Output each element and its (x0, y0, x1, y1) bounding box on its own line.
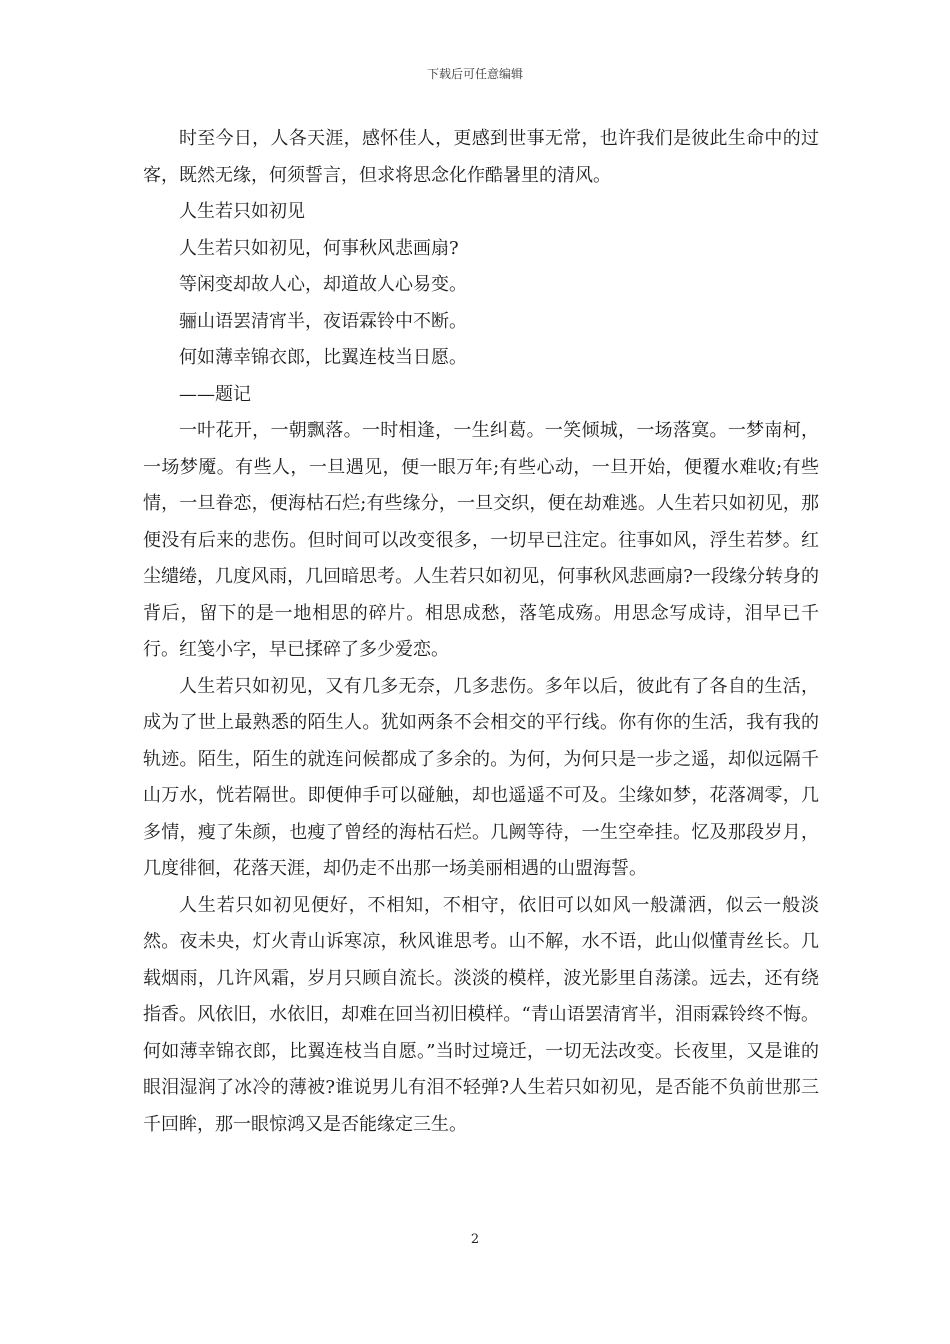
document-body (143, 121, 819, 1143)
paragraph-intro: 时至今日，人各天涯，感怀佳人，更感到世事无常，也许我们是彼此生命中的过客，既然无缘，何须誓言，但求将思念化作酷暑里的清风。 (143, 128, 819, 186)
poem-line-1: 人生若只如初见，何事秋风悲画扇? (179, 237, 459, 259)
poem-line-2: 等闲变却故人心，却道故人心易变。 (179, 274, 467, 295)
page-header: 下载后可任意编辑 (426, 67, 523, 81)
poem-title: 人生若只如初见 (179, 201, 305, 222)
epigraph-label: ——题记 (179, 383, 251, 405)
paragraph-body-2: 人生若只如初见，又有几多无奈，几多悲伤。多年以后，彼此有了各自的生活，成为了世上最熟悉的陌生人。犹如两条不会相交的平行线。你有你的生活，我有我的轨迹。陌生，陌生的就连问候都成了多余的。为何，为何只是一步之遥，却似远隔千山万水，恍若隔世。即便伸手可以碰触，却也遥遥不可及。尘缘如梦，花落凋零，几多情，瘦了朱颜，也瘦了曾经的海枯石烂。几阙等待，一生空牵挂。忆及那段岁月，几度徘徊，花落天涯，却仍走不出那一场美丽相遇的山盟海誓。 (143, 675, 819, 879)
page-number: 2 (470, 1232, 480, 1247)
poem-line-3: 骊山语罢清宵半，夜语霖铃中不断。 (179, 310, 467, 332)
poem-line-4: 何如薄幸锦衣郎，比翼连枝当日愿。 (179, 347, 467, 368)
paragraph-body-3: 人生若只如初见便好，不相知，不相守，依旧可以如风一般潇洒，似云一般淡然。夜未央，灯火青山诉寒凉，秋风谁思考。山不解，水不语，此山似懂青丝长。几载烟雨，几许风霜，岁月只顾自流长。淡淡的模样，波光影里自荡漾。远去，还有绕指香。风依旧，水依旧，却难在回当初旧模样。“青山语罢清宵半，泪雨霖铃终不悔。何如薄幸锦衣郎，比翼连枝当自愿。”当时过境迁，一切无法改变。长夜里，又是谁的眼泪湿润了冰冷的薄被?谁说男儿有泪不轻弹?人生若只如初见，是否能不负前世那三千回眸，那一眼惊鸿又是否能缘定三生。 (143, 894, 819, 1135)
paragraph-body-1: 一叶花开，一朝飘落。一时相逢，一生纠葛。一笑倾城，一场落寞。一梦南柯，一场梦魇。有些人，一旦遇见，便一眼万年;有些心动，一旦开始，便覆水难收;有些情，一旦眷恋，便海枯石烂;有些缘分，一旦交织，便在劫难逃。人生若只如初见，那便没有后来的悲伤。但时间可以改变很多，一切早已注定。往事如风，浮生若梦。红尘缱绻，几度风雨，几回暗思考。人生若只如初见，何事秋风悲画扇?一段缘分转身的背后，留下的是一地相思的碎片。相思成愁，落笔成殇。用思念写成诗，泪早已千行。红笺小字，早已揉碎了多少爱恋。 (143, 420, 819, 660)
